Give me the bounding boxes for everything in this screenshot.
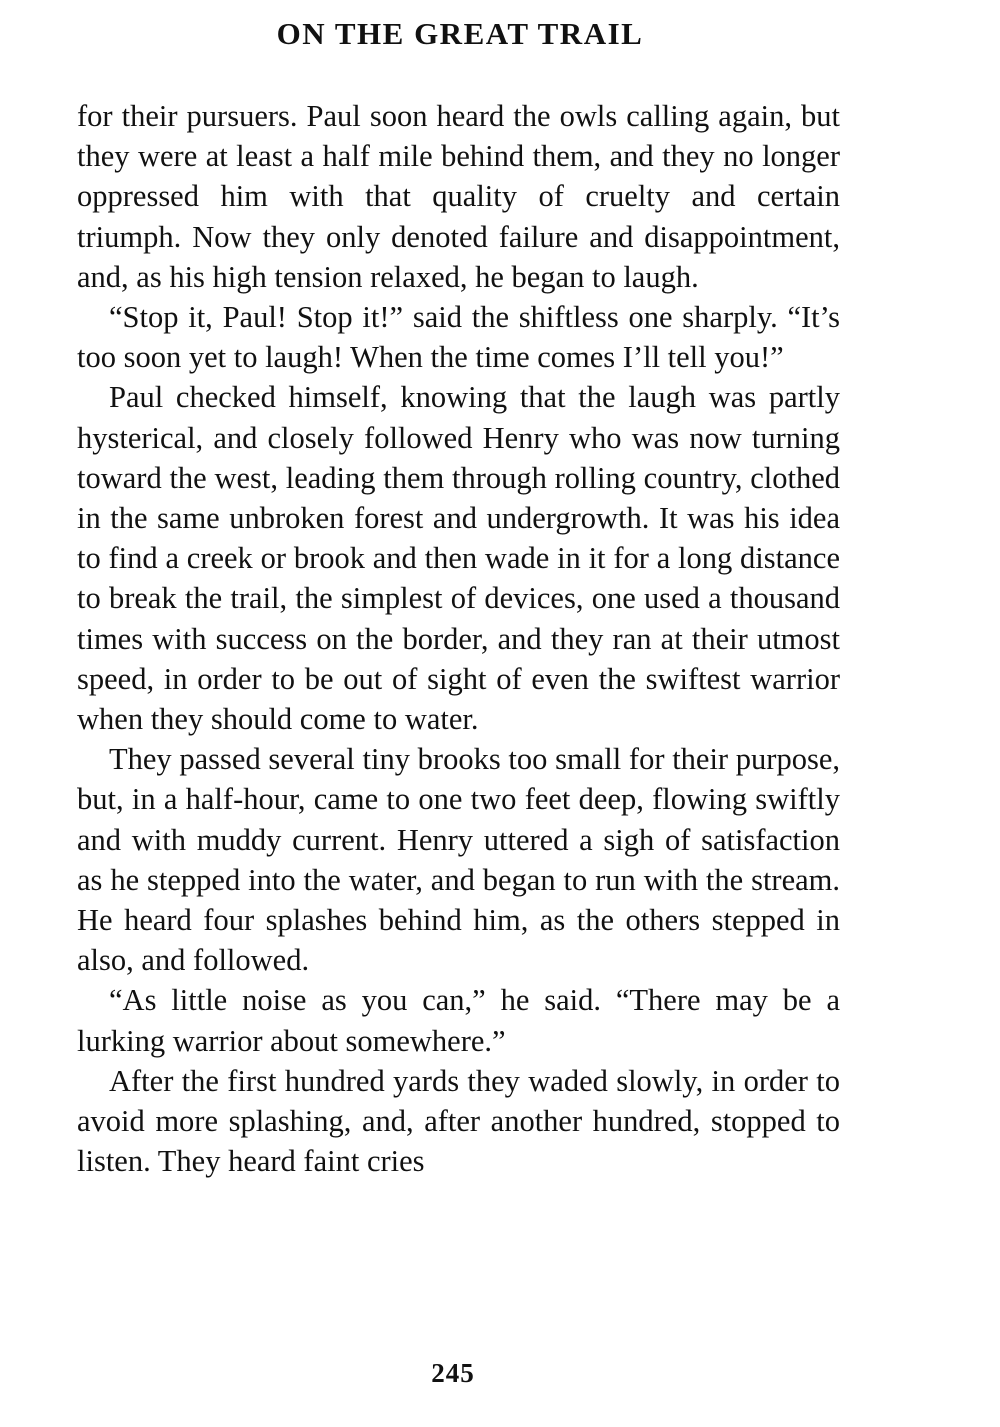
page-number: 245 (431, 1358, 475, 1388)
body-text (77, 96, 840, 1181)
running-title: ON THE GREAT TRAIL (276, 16, 644, 51)
paragraph-dialogue-stop-it: “Stop it, Paul! Stop it!” said the shiftless one sharply. “It’s too soon yet to laugh! When the time comes I’ll tell you!” (77, 300, 840, 375)
paragraph-dialogue-little-noise: “As little noise as you can,” he said. “There may be a lurking warrior about somewhere.” (77, 983, 840, 1058)
paragraph-hundred-yards: After the first hundred yards they waded slowly, in order to avoid more splashing, and, after another hundred, stopped to listen. They heard faint cries (77, 1063, 840, 1179)
paragraph-paul-checked: Paul checked himself, knowing that the laugh was partly hysterical, and closely followed Henry who was now turning toward the west, leading them through rolling country, clothed in the same unbroken forest and undergrowth. It was his idea to find a creek or brook and then wade in it for a long distance to break the trail, the simplest of devices, one used a thousand times with success on the border, and they ran at their utmost speed, in order to be out of sight of even the swiftest warrior when they should come to water. (77, 380, 840, 737)
paragraph-continued: for their pursuers. Paul soon heard the owls calling again, but they were at least a half mile behind them, and they no longer oppressed him with that quality of cruelty and certain triumph. Now they only denoted failure and disappointment, and, as his high tension relaxed, he began to laugh. (77, 99, 840, 294)
paragraph-tiny-brooks: They passed several tiny brooks too small for their purpose, but, in a half-hour, came to one two feet deep, flowing swiftly and with muddy current. Henry uttered a sigh of satisfaction as he stepped into the water, and began to run with the stream. He heard four splashes behind him, as the others stepped in also, and followed. (77, 742, 840, 978)
